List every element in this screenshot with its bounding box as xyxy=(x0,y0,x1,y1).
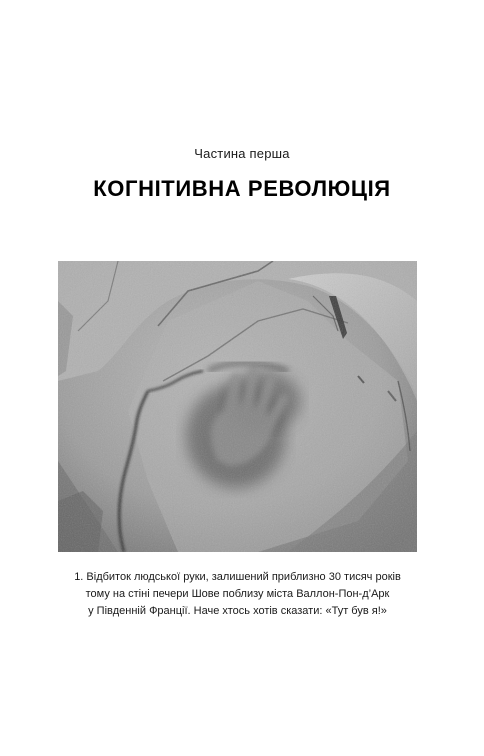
caption-line: тому на стіні печери Шове поблизу міста Валлон-Пон-д’Арк xyxy=(85,588,390,600)
caption-line: 1. Відбиток людської руки, залишений приблизно 30 тисяч років xyxy=(74,571,401,583)
part-title: КОГНІТИВНА РЕВОЛЮЦІЯ xyxy=(93,176,391,201)
caption-line: у Південній Франції. Наче хтось хотів сказати: «Тут був я!» xyxy=(88,605,387,617)
cave-hand-stencil-photo xyxy=(58,261,417,552)
figure-caption xyxy=(58,569,417,620)
part-label: Частина перша xyxy=(194,146,290,161)
